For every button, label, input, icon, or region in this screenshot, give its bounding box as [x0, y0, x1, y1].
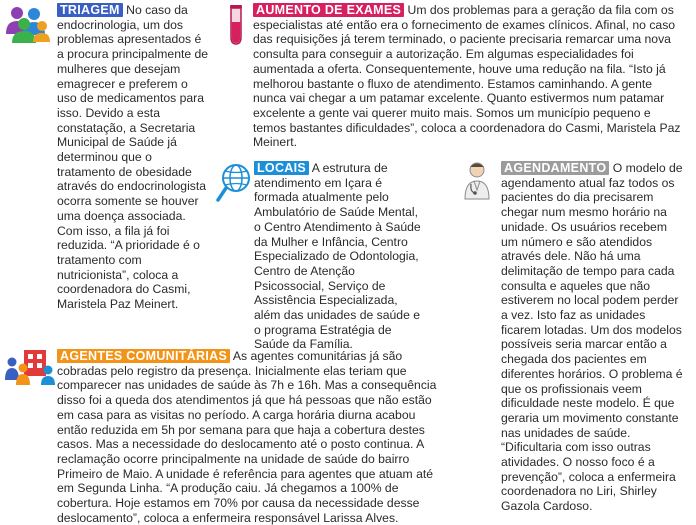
triagem-text: No caso da endocrinologia, um dos problemas apresentados é a procura principalmente de mulheres que desejam emagrecer e preferem o uso de medicamentos para isso. Devido a esta constatação, a Secretaria Municipal de Saúde já determinou que o tratamento de obesidade através do endocrinologista ocorra somente se houver uma doença associada. Com isso, a fila já foi reduzida. “A prioridade é o tratamento com nutricionista”, coloca a coordenadora do Casmi, Maristela Paz Meinert. — [57, 3, 209, 312]
triagem-tag: TRIAGEM — [57, 3, 123, 17]
exames-text: Um dos problemas para a geração da fila com os especialistas até então era o fornecimento de exames clínicos. Afinal, no caso das requisições já terem terminado, o paciente precisaria remarcar uma nova consulta para conseguir a autorização. Em algumas especialidades foi aumentada a oferta. Consequentemente, houve uma redução na fila. “Isto já melhorou bastante o fluxo de atendimento. Estamos caminhando. A gente nunca vai chegar a um patamar excelente. Quanto estivermos num patamar excelente a gente vai querer muito mais. Somos um município pequeno e temos bastantes dificuldades”, coloca a coordenadora do Casmi, Maristela Paz Meinert. — [253, 3, 681, 150]
community-people-icon — [4, 344, 56, 386]
globe-pin-icon — [216, 162, 252, 204]
exames-tag: AUMENTO DE EXAMES — [253, 3, 404, 17]
agentes-text: As agentes comunitárias já são cobradas pelo registro da presença. Inicialmente elas teriam que comparecer nas unidades de saúde às 7h e 16h. Mas a consequência disso foi a queda dos atendimentos já que há pessoas que não estão em casa para as visitas no período. A carga horária diurna acabou então reduzida em 5h por semana para que haja a cobertura destes casos. Mas a necessidade do deslocamento até o posto continua. A reclamação ocorre principalmente na unidade de saúde do bairro Primeiro de Maio. A unidade é referência para agentes que atuam até em Segunda Linha. “A produção caiu. Já chegamos a 100% de cobertura. Hoje estamos em 70% por causa da necessidade desse deslocamento”, coloca a enfermeira responsável Larissa Alves. — [57, 349, 437, 525]
agendamento-text: O modelo de agendamento atual faz todos os pacientes do dia precisarem chegar num mesmo horário na unidade. Os usuários recebem um número e são atendidos através dele. Não há uma delimitação de tempo para cada consulta e aqueles que não estiverem no local podem perder a vez. Isto faz as unidades ficarem lotadas. Um dos modelos possíveis seria marcar então a chegada dos pacientes em diferentes horários. O problema é que os profissionais veem dificuldade neste modelo. É que geraria um movimento constante nas unidades de saúde. “Dificultaria com isso outras atividades. O nosso foco é a prevenção”, coloca a enfermeira coordenadora no Liri, Shirley Gazola Cardoso. — [501, 161, 683, 514]
section-agentes — [57, 349, 437, 525]
doctor-icon — [462, 160, 492, 200]
test-tube-icon — [224, 4, 248, 46]
locais-text: A estrutura de atendimento em Içara é formada atualmente pelo Ambulatório de Saúde Mental, o Centro Atendimento à Saúde da Mulher e Infância, Centro Especializado de Odontologia, Centro de Atenção Psicossocial, Serviço de Assistência Especializada, além das unidades de saúde e o programa Estratégia de Saúde da Família. — [254, 161, 421, 352]
agendamento-tag: AGENDAMENTO — [501, 161, 609, 175]
locais-tag: LOCAIS — [254, 161, 309, 175]
section-triagem — [57, 3, 209, 312]
section-locais — [254, 161, 426, 352]
section-exames — [253, 3, 686, 150]
section-agendamento — [501, 161, 687, 514]
people-group-icon — [4, 4, 50, 44]
agentes-tag: AGENTES COMUNITÁRIAS — [57, 349, 230, 363]
